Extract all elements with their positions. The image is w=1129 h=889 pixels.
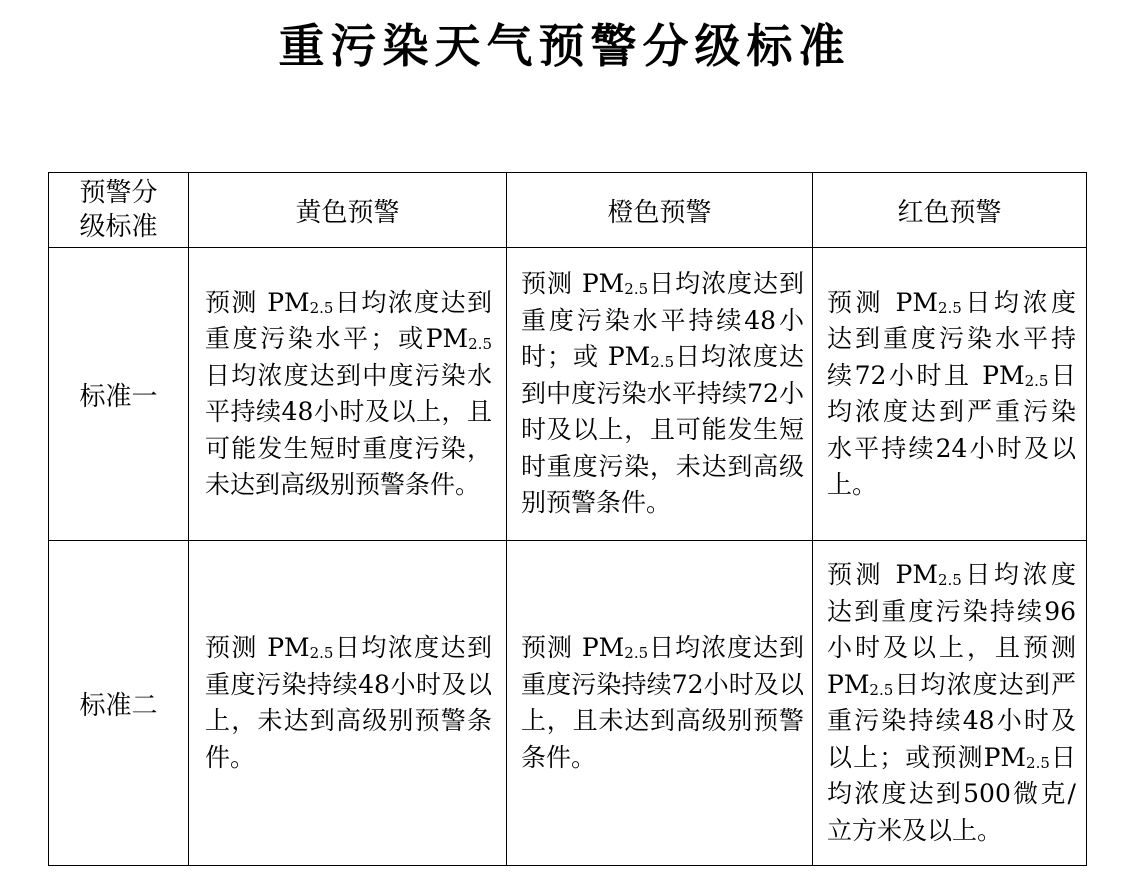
header-corner	[49, 173, 189, 248]
row-label-standard-2: 标准二	[49, 541, 189, 866]
subscript: 2.5	[1026, 753, 1050, 772]
cell-text: 日均浓度达到重度污染持续48小时及以上，未达到高级别预警条件。	[205, 633, 492, 772]
subscript: 2.5	[937, 298, 962, 317]
cell-text: 预测 PM	[521, 269, 625, 299]
cell-text: 日均浓度达到严重污染持续48小时及以上；或预测PM	[827, 669, 1076, 772]
cell-text: 日均浓度达到重度污染持续72小时及以上，且未达到高级别预警条件。	[521, 633, 804, 772]
table-row	[49, 248, 1087, 541]
header-corner-line2: 级标准	[79, 212, 158, 242]
cell-text: 日均浓度达到中度污染水平持续72小时及以上，且可能发生短时重度污染，未达到高级别预警条件。	[521, 342, 804, 518]
cell-text: 日均浓度达到中度污染水平持续48小时及以上，且可能发生短时重度污染，未达到高级别预警条件。	[205, 360, 492, 499]
cell-text: 预测 PM	[205, 633, 310, 662]
subscript: 2.5	[468, 335, 492, 353]
header-red-warning: 红色预警	[813, 173, 1087, 248]
cell-standard-2-yellow	[189, 541, 507, 866]
header-corner-line1: 预警分	[79, 178, 158, 208]
page-title: 重污染天气预警分级标准	[278, 19, 851, 73]
header-orange-warning: 橙色预警	[507, 173, 813, 248]
cell-standard-1-yellow	[189, 248, 507, 541]
subscript: 2.5	[650, 353, 675, 372]
cell-text: 日均浓度达到严重污染水平持续24小时及以上。	[827, 360, 1076, 499]
row-label-standard-1: 标准一	[49, 248, 189, 541]
table-header-row	[49, 173, 1087, 248]
cell-text: 预测 PM	[827, 287, 938, 317]
cell-text: 日均浓度达到重度污染水平持续48小时；或 PM	[521, 269, 804, 372]
cell-standard-1-orange	[507, 248, 813, 541]
cell-text: 日均浓度达到重度污染水平；或PM	[205, 287, 492, 353]
subscript: 2.5	[937, 571, 962, 589]
cell-standard-2-orange	[507, 541, 813, 866]
cell-standard-1-red	[813, 248, 1087, 541]
subscript: 2.5	[869, 680, 894, 699]
subscript: 2.5	[1024, 371, 1049, 390]
subscript: 2.5	[309, 644, 334, 662]
table-row	[49, 541, 1087, 866]
subscript: 2.5	[624, 280, 649, 299]
cell-text: 预测 PM	[205, 287, 310, 317]
header-yellow-warning: 黄色预警	[189, 173, 507, 248]
subscript: 2.5	[624, 644, 649, 662]
cell-standard-2-red	[813, 541, 1087, 866]
cell-text: 日均浓度达到重度污染持续96小时及以上，且预测 PM	[827, 560, 1076, 699]
cell-text: 预测 PM	[521, 633, 625, 662]
cell-text: 预测 PM	[827, 560, 938, 589]
warning-standards-table	[48, 172, 1087, 866]
cell-text: 日均浓度达到重度污染水平持续72小时且 PM	[827, 287, 1076, 390]
cell-text: 日均浓度达到500微克/立方米及以上。	[827, 742, 1076, 845]
subscript: 2.5	[309, 298, 334, 317]
